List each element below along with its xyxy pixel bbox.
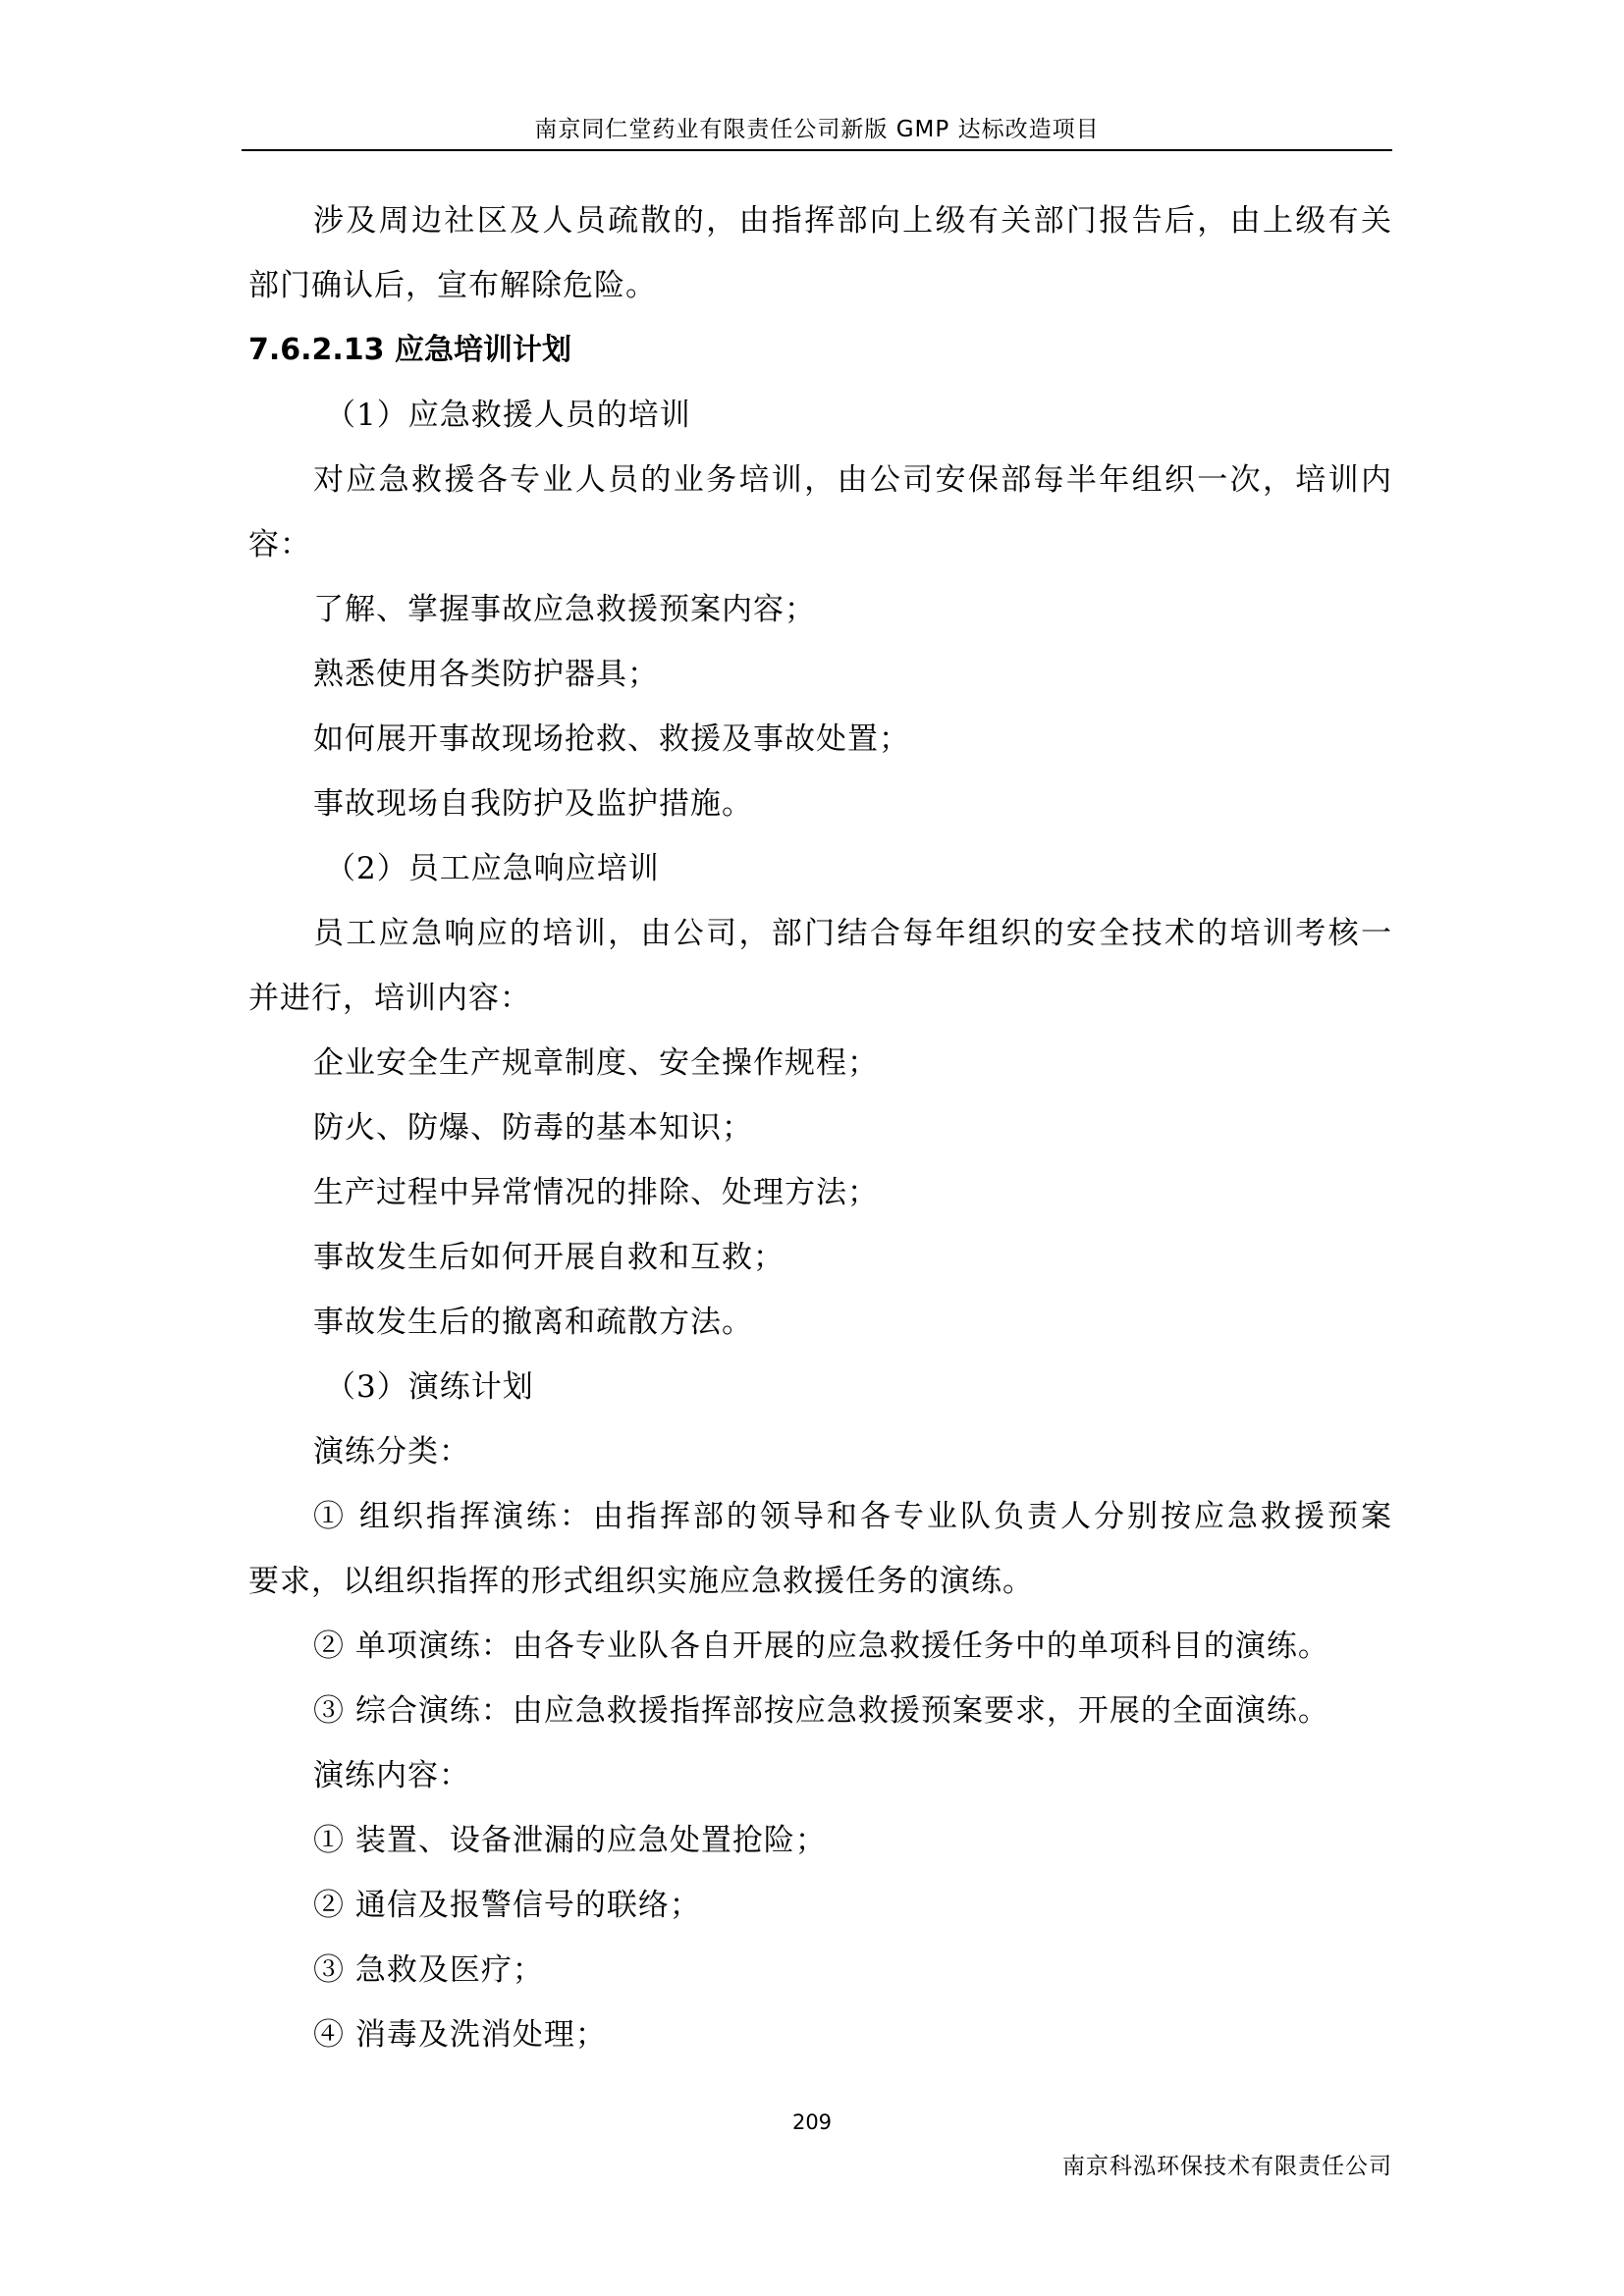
subsection-title: （2）员工应急响应培训 <box>325 851 660 886</box>
list-item: 如何展开事故现场抢救、救援及事故处置； <box>313 721 910 757</box>
footer-company: 南京科泓环保技术有限责任公司 <box>1062 2154 1392 2179</box>
list-item: 企业安全生产规章制度、安全操作规程； <box>313 1045 879 1081</box>
numbered-item: ② 单项演练：由各专业队各自开展的应急救援任务中的单项科目的演练。 <box>313 1629 1329 1664</box>
document-body <box>248 188 1392 2067</box>
subsection-title: （3）演练计划 <box>325 1369 534 1405</box>
list-label: 演练分类： <box>313 1434 470 1469</box>
list-item: 事故现场自我防护及监护措施。 <box>313 786 753 822</box>
list-item: 事故发生后如何开展自救和互救； <box>313 1240 785 1275</box>
numbered-item: ① 组织指挥演练：由指挥部的领导和各专业队负责人分别按应急救援预案 <box>313 1499 1392 1534</box>
list-item: 防火、防爆、防毒的基本知识； <box>313 1110 753 1146</box>
section-heading: 7.6.2.13 应急培训计划 <box>248 333 572 367</box>
list-item: 生产过程中异常情况的排除、处理方法； <box>313 1175 879 1210</box>
list-item: 事故发生后的撤离和疏散方法。 <box>313 1305 753 1340</box>
paragraph-line: 要求，以组织指挥的形式组织实施应急救援任务的演练。 <box>248 1564 1034 1599</box>
paragraph-line: 并进行，培训内容： <box>248 981 531 1016</box>
paragraph-line: 员工应急响应的培训，由公司，部门结合每年组织的安全技术的培训考核一 <box>313 916 1392 951</box>
numbered-item: ③ 急救及医疗； <box>313 1952 544 1988</box>
page-number: 209 <box>791 2110 833 2134</box>
page-header-title: 南京同仁堂药业有限责任公司新版 GMP 达标改造项目 <box>534 117 1100 142</box>
numbered-item: ② 通信及报警信号的联络； <box>313 1888 701 1923</box>
numbered-item: ④ 消毒及洗消处理； <box>313 2017 607 2053</box>
paragraph-line: 涉及周边社区及人员疏散的，由指挥部向上级有关部门报告后，由上级有关 <box>313 203 1392 239</box>
subsection-title: （1）应急救援人员的培训 <box>325 398 691 433</box>
list-label: 演练内容： <box>313 1758 470 1793</box>
numbered-item: ③ 综合演练：由应急救援指挥部按应急救援预案要求，开展的全面演练。 <box>313 1693 1329 1729</box>
paragraph-line: 部门确认后，宣布解除危险。 <box>248 268 657 303</box>
numbered-item: ① 装置、设备泄漏的应急处置抢险； <box>313 1823 827 1858</box>
list-item: 了解、掌握事故应急救援预案内容； <box>313 592 816 627</box>
list-item: 熟悉使用各类防护器具； <box>313 657 659 692</box>
paragraph-line: 容： <box>248 527 311 562</box>
header-divider <box>242 149 1392 151</box>
paragraph-line: 对应急救援各专业人员的业务培训，由公司安保部每半年组织一次，培训内 <box>313 462 1392 498</box>
